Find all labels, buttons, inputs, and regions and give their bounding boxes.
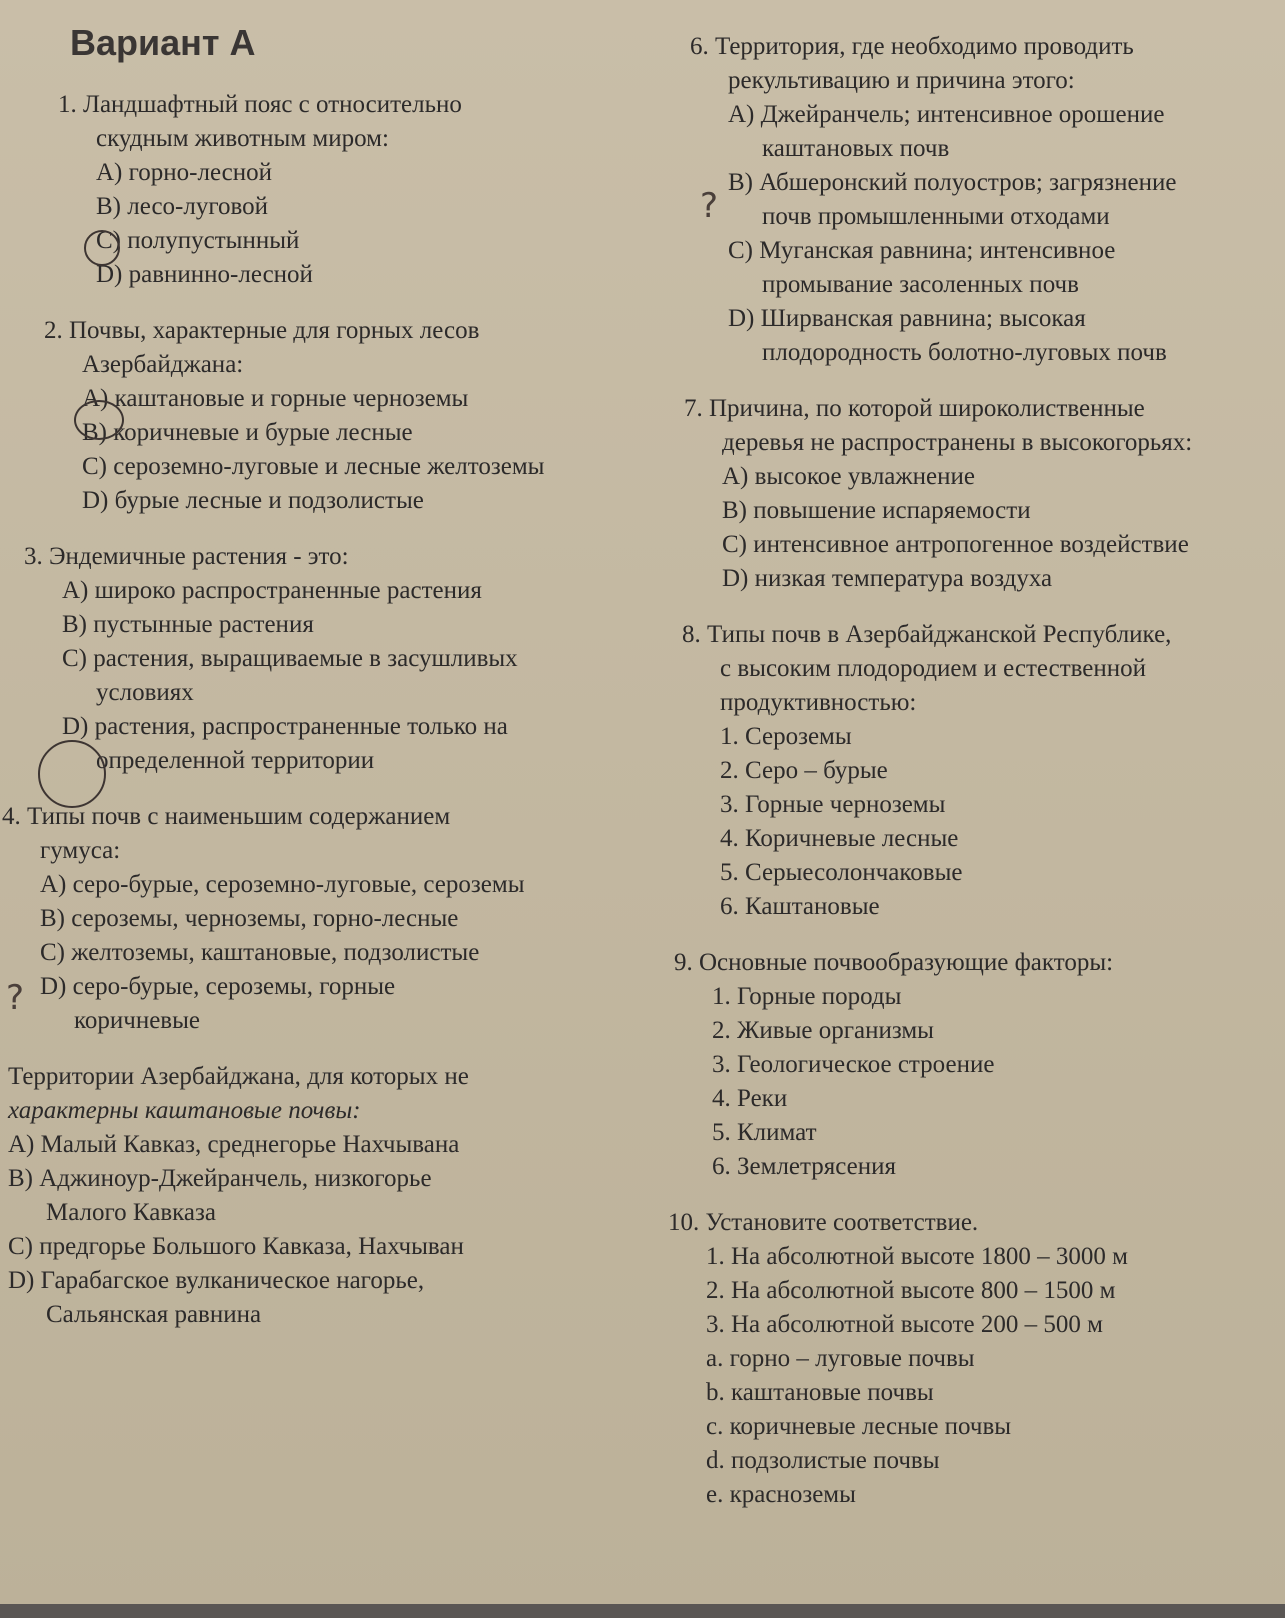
answer-option-d: D) Ширванская равнина; высокая bbox=[728, 305, 1086, 332]
answer-option-a: А) широко распространенные растения bbox=[62, 577, 482, 604]
answer-option-a: А) высокое увлажнение bbox=[722, 463, 976, 490]
list-item: 2. Серо – бурые bbox=[720, 757, 888, 784]
answer-option-c: С) интенсивное антропогенное воздействие bbox=[722, 531, 1189, 558]
question-4 bbox=[2, 800, 648, 1038]
answer-option-a: А) Джейранчель; интенсивное орошение bbox=[728, 101, 1165, 128]
question-text: гумуса: bbox=[40, 837, 121, 864]
answer-option-c: С) Муганская равнина; интенсивное bbox=[728, 237, 1116, 264]
match-right-item: а. горно – луговые почвы bbox=[706, 1345, 975, 1372]
answer-option-b: В) Аджиноур-Джейранчель, низкогорье bbox=[8, 1165, 432, 1192]
answer-option-d-cont: определенной территории bbox=[96, 747, 375, 774]
answer-option-d: D) равнинно-лесной bbox=[96, 261, 313, 288]
list-item: 2. Живые организмы bbox=[712, 1017, 934, 1044]
question-text: рекультивацию и причина этого: bbox=[728, 67, 1075, 94]
question-text: скудным животным миром: bbox=[96, 125, 389, 152]
answer-option-d: D) серо-бурые, сероземы, горные bbox=[40, 973, 396, 1000]
answer-option-b: В) коричневые и бурые лесные bbox=[82, 419, 413, 446]
question-1 bbox=[58, 88, 648, 292]
question-text: характерны каштановые почвы: bbox=[8, 1097, 361, 1124]
match-right-item: b. каштановые почвы bbox=[706, 1379, 934, 1406]
question-text: Азербайджана: bbox=[82, 351, 244, 378]
answer-option-c: С) растения, выращиваемые в засушливых bbox=[62, 645, 518, 672]
list-item: 3. Геологическое строение bbox=[712, 1051, 995, 1078]
question-text: 10. Установите соответствие. bbox=[668, 1209, 979, 1236]
question-text: с высоким плодородием и естественной bbox=[720, 655, 1147, 682]
match-right-item: е. красноземы bbox=[706, 1481, 856, 1508]
question-text: деревья не распространены в высокогорьях: bbox=[722, 429, 1193, 456]
answer-option-c: С) желтоземы, каштановые, подзолистые bbox=[40, 939, 480, 966]
answer-option-c: С) сероземно-луговые и лесные желтоземы bbox=[82, 453, 545, 480]
answer-option-a: А) горно-лесной bbox=[96, 159, 273, 186]
right-column bbox=[668, 30, 1260, 1534]
answer-option-b: В) лесо-луговой bbox=[96, 193, 268, 220]
answer-option-d-cont: коричневые bbox=[74, 1007, 201, 1034]
question-5 bbox=[8, 1060, 648, 1332]
answer-option-a: А) серо-бурые, сероземно-луговые, сероземы bbox=[40, 871, 525, 898]
answer-option-c-cont: промывание засоленных почв bbox=[762, 271, 1079, 298]
answer-option-b: В) пустынные растения bbox=[62, 611, 314, 638]
question-3 bbox=[24, 540, 648, 778]
question-text: 8. Типы почв в Азербайджанской Республике, bbox=[682, 621, 1172, 648]
match-right-item: d. подзолистые почвы bbox=[706, 1447, 940, 1474]
answer-option-c: С) предгорье Большого Кавказа, Нахчыван bbox=[8, 1233, 464, 1260]
list-item: 6. Землетрясения bbox=[712, 1153, 896, 1180]
list-item: 1. Сероземы bbox=[720, 723, 852, 750]
question-7 bbox=[684, 392, 1260, 596]
question-8 bbox=[682, 618, 1260, 924]
answer-option-b-cont: Малого Кавказа bbox=[46, 1199, 216, 1226]
answer-option-c-cont: условиях bbox=[96, 679, 194, 706]
question-2 bbox=[44, 314, 648, 518]
question-text: 6. Территория, где необходимо проводить bbox=[690, 33, 1134, 60]
list-item: 1. Горные породы bbox=[712, 983, 902, 1010]
question-text: 1. Ландшафтный пояс с относительно bbox=[58, 91, 462, 118]
answer-option-d: D) Гарабагское вулканическое нагорье, bbox=[8, 1267, 425, 1294]
match-left-item: 1. На абсолютной высоте 1800 – 3000 м bbox=[706, 1243, 1128, 1270]
question-text: 2. Почвы, характерные для горных лесов bbox=[44, 317, 480, 344]
answer-option-d-cont: плодородность болотно-луговых почв bbox=[762, 339, 1167, 366]
match-left-item: 2. На абсолютной высоте 800 – 1500 м bbox=[706, 1277, 1116, 1304]
match-right-item: с. коричневые лесные почвы bbox=[706, 1413, 1012, 1440]
answer-option-d: D) низкая температура воздуха bbox=[722, 565, 1053, 592]
page-title: Вариант А bbox=[70, 22, 256, 63]
answer-option-a: А) каштановые и горные черноземы bbox=[82, 385, 469, 412]
match-left-item: 3. На абсолютной высоте 200 – 500 м bbox=[706, 1311, 1103, 1338]
answer-option-b-cont: почв промышленными отходами bbox=[762, 203, 1110, 230]
question-text: 9. Основные почвообразующие факторы: bbox=[674, 949, 1114, 976]
question-10 bbox=[668, 1206, 1260, 1512]
list-item: 5. Серыесолончаковые bbox=[720, 859, 963, 886]
list-item: 4. Реки bbox=[712, 1085, 788, 1112]
answer-option-b: В) Абшеронский полуостров; загрязнение bbox=[728, 169, 1177, 196]
answer-option-d: D) растения, распространенные только на bbox=[62, 713, 508, 740]
answer-option-d-cont: Сальянская равнина bbox=[46, 1301, 262, 1328]
page-bottom-edge bbox=[0, 1604, 1285, 1618]
answer-option-c: С) полупустынный bbox=[96, 227, 300, 254]
answer-circle-q3 bbox=[38, 740, 106, 808]
list-item: 6. Каштановые bbox=[720, 893, 880, 920]
question-6 bbox=[690, 30, 1260, 370]
answer-option-a: А) Малый Кавказ, среднегорье Нахчывана bbox=[8, 1131, 460, 1158]
question-text: 3. Эндемичные растения - это: bbox=[24, 543, 349, 570]
question-mark-icon: ? bbox=[700, 186, 719, 226]
answer-circle-q1 bbox=[84, 230, 120, 266]
answer-option-a-cont: каштановых почв bbox=[762, 135, 950, 162]
left-column bbox=[2, 88, 648, 1354]
question-text: 4. Типы почв с наименьшим содержанием bbox=[2, 803, 451, 830]
question-mark-icon: ? bbox=[6, 978, 25, 1018]
answer-option-b: В) сероземы, черноземы, горно-лесные bbox=[40, 905, 459, 932]
list-item: 3. Горные черноземы bbox=[720, 791, 946, 818]
question-9 bbox=[674, 946, 1260, 1184]
question-text: 7. Причина, по которой широколиственные bbox=[684, 395, 1145, 422]
list-item: 4. Коричневые лесные bbox=[720, 825, 959, 852]
answer-circle-q2 bbox=[74, 400, 124, 440]
question-text: Территории Азербайджана, для которых не bbox=[8, 1063, 469, 1090]
answer-option-b: В) повышение испаряемости bbox=[722, 497, 1031, 524]
list-item: 5. Климат bbox=[712, 1119, 817, 1146]
question-text: продуктивностью: bbox=[720, 689, 917, 716]
answer-option-d: D) бурые лесные и подзолистые bbox=[82, 487, 424, 514]
